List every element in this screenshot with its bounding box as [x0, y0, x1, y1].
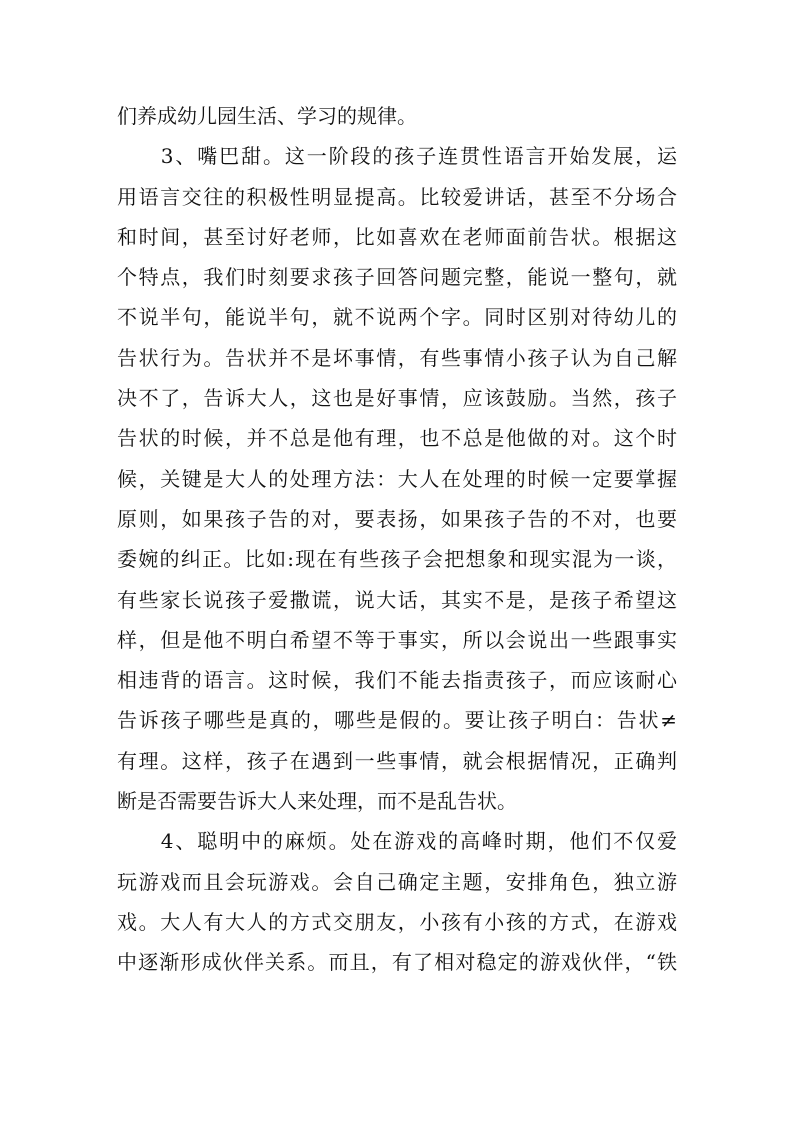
text-line: 决不了，告诉大人，这也是好事情，应该鼓励。当然，孩子: [117, 386, 677, 411]
text-line: 样，但是他不明白希望不等于事实，所以会说出一些跟事实: [117, 627, 677, 652]
text-line: 告状的时候，并不总是他有理，也不总是他做的对。这个时: [117, 426, 677, 451]
text-line: 玩游戏而且会玩游戏。会自己确定主题，安排角色，独立游: [117, 869, 677, 894]
text-line: 和时间，甚至讨好老师，比如喜欢在老师面前告状。根据这: [117, 224, 677, 249]
text-line: 告状行为。告状并不是坏事情，有些事情小孩子认为自己解: [117, 345, 677, 370]
text-line: 中逐渐形成伙伴关系。而且，有了相对稳定的游戏伙伴，“铁: [117, 950, 677, 975]
text-line: 不说半句，能说半句，就不说两个字。同时区别对待幼儿的: [117, 305, 677, 330]
text-line: 们养成幼儿园生活、学习的规律。: [117, 104, 417, 128]
document-body: [117, 96, 677, 983]
text-line: 告诉孩子哪些是真的，哪些是假的。要让孩子明白：告状≠: [117, 708, 677, 733]
text-line: 原则，如果孩子告的对，要表扬，如果孩子告的不对，也要: [117, 506, 677, 531]
text-line: 相违背的语言。这时候，我们不能去指责孩子，而应该耐心: [117, 668, 677, 693]
text-line: 有些家长说孩子爱撒谎，说大话，其实不是，是孩子希望这: [117, 587, 677, 612]
text-line: 委婉的纠正。比如:现在有些孩子会把想象和现实混为一谈，: [117, 547, 677, 572]
text-line: 个特点，我们时刻要求孩子回答问题完整，能说一整句，就: [117, 265, 677, 290]
text-line: 戏。大人有大人的方式交朋友，小孩有小孩的方式，在游戏: [117, 909, 677, 934]
text-line: 用语言交往的积极性明显提高。比较爱讲话，甚至不分场合: [117, 184, 677, 209]
text-line: 有理。这样，孩子在遇到一些事情，就会根据情况，正确判: [117, 748, 677, 773]
text-line: 断是否需要告诉大人来处理，而不是乱告状。: [117, 789, 517, 814]
text-line: 4、聪明中的麻烦。处在游戏的高峰时期，他们不仅爱: [117, 829, 677, 854]
text-line: 3、嘴巴甜。这一阶段的孩子连贯性语言开始发展，运: [117, 144, 677, 169]
text-line: 候，关键是大人的处理方法：大人在处理的时候一定要掌握: [117, 466, 677, 491]
